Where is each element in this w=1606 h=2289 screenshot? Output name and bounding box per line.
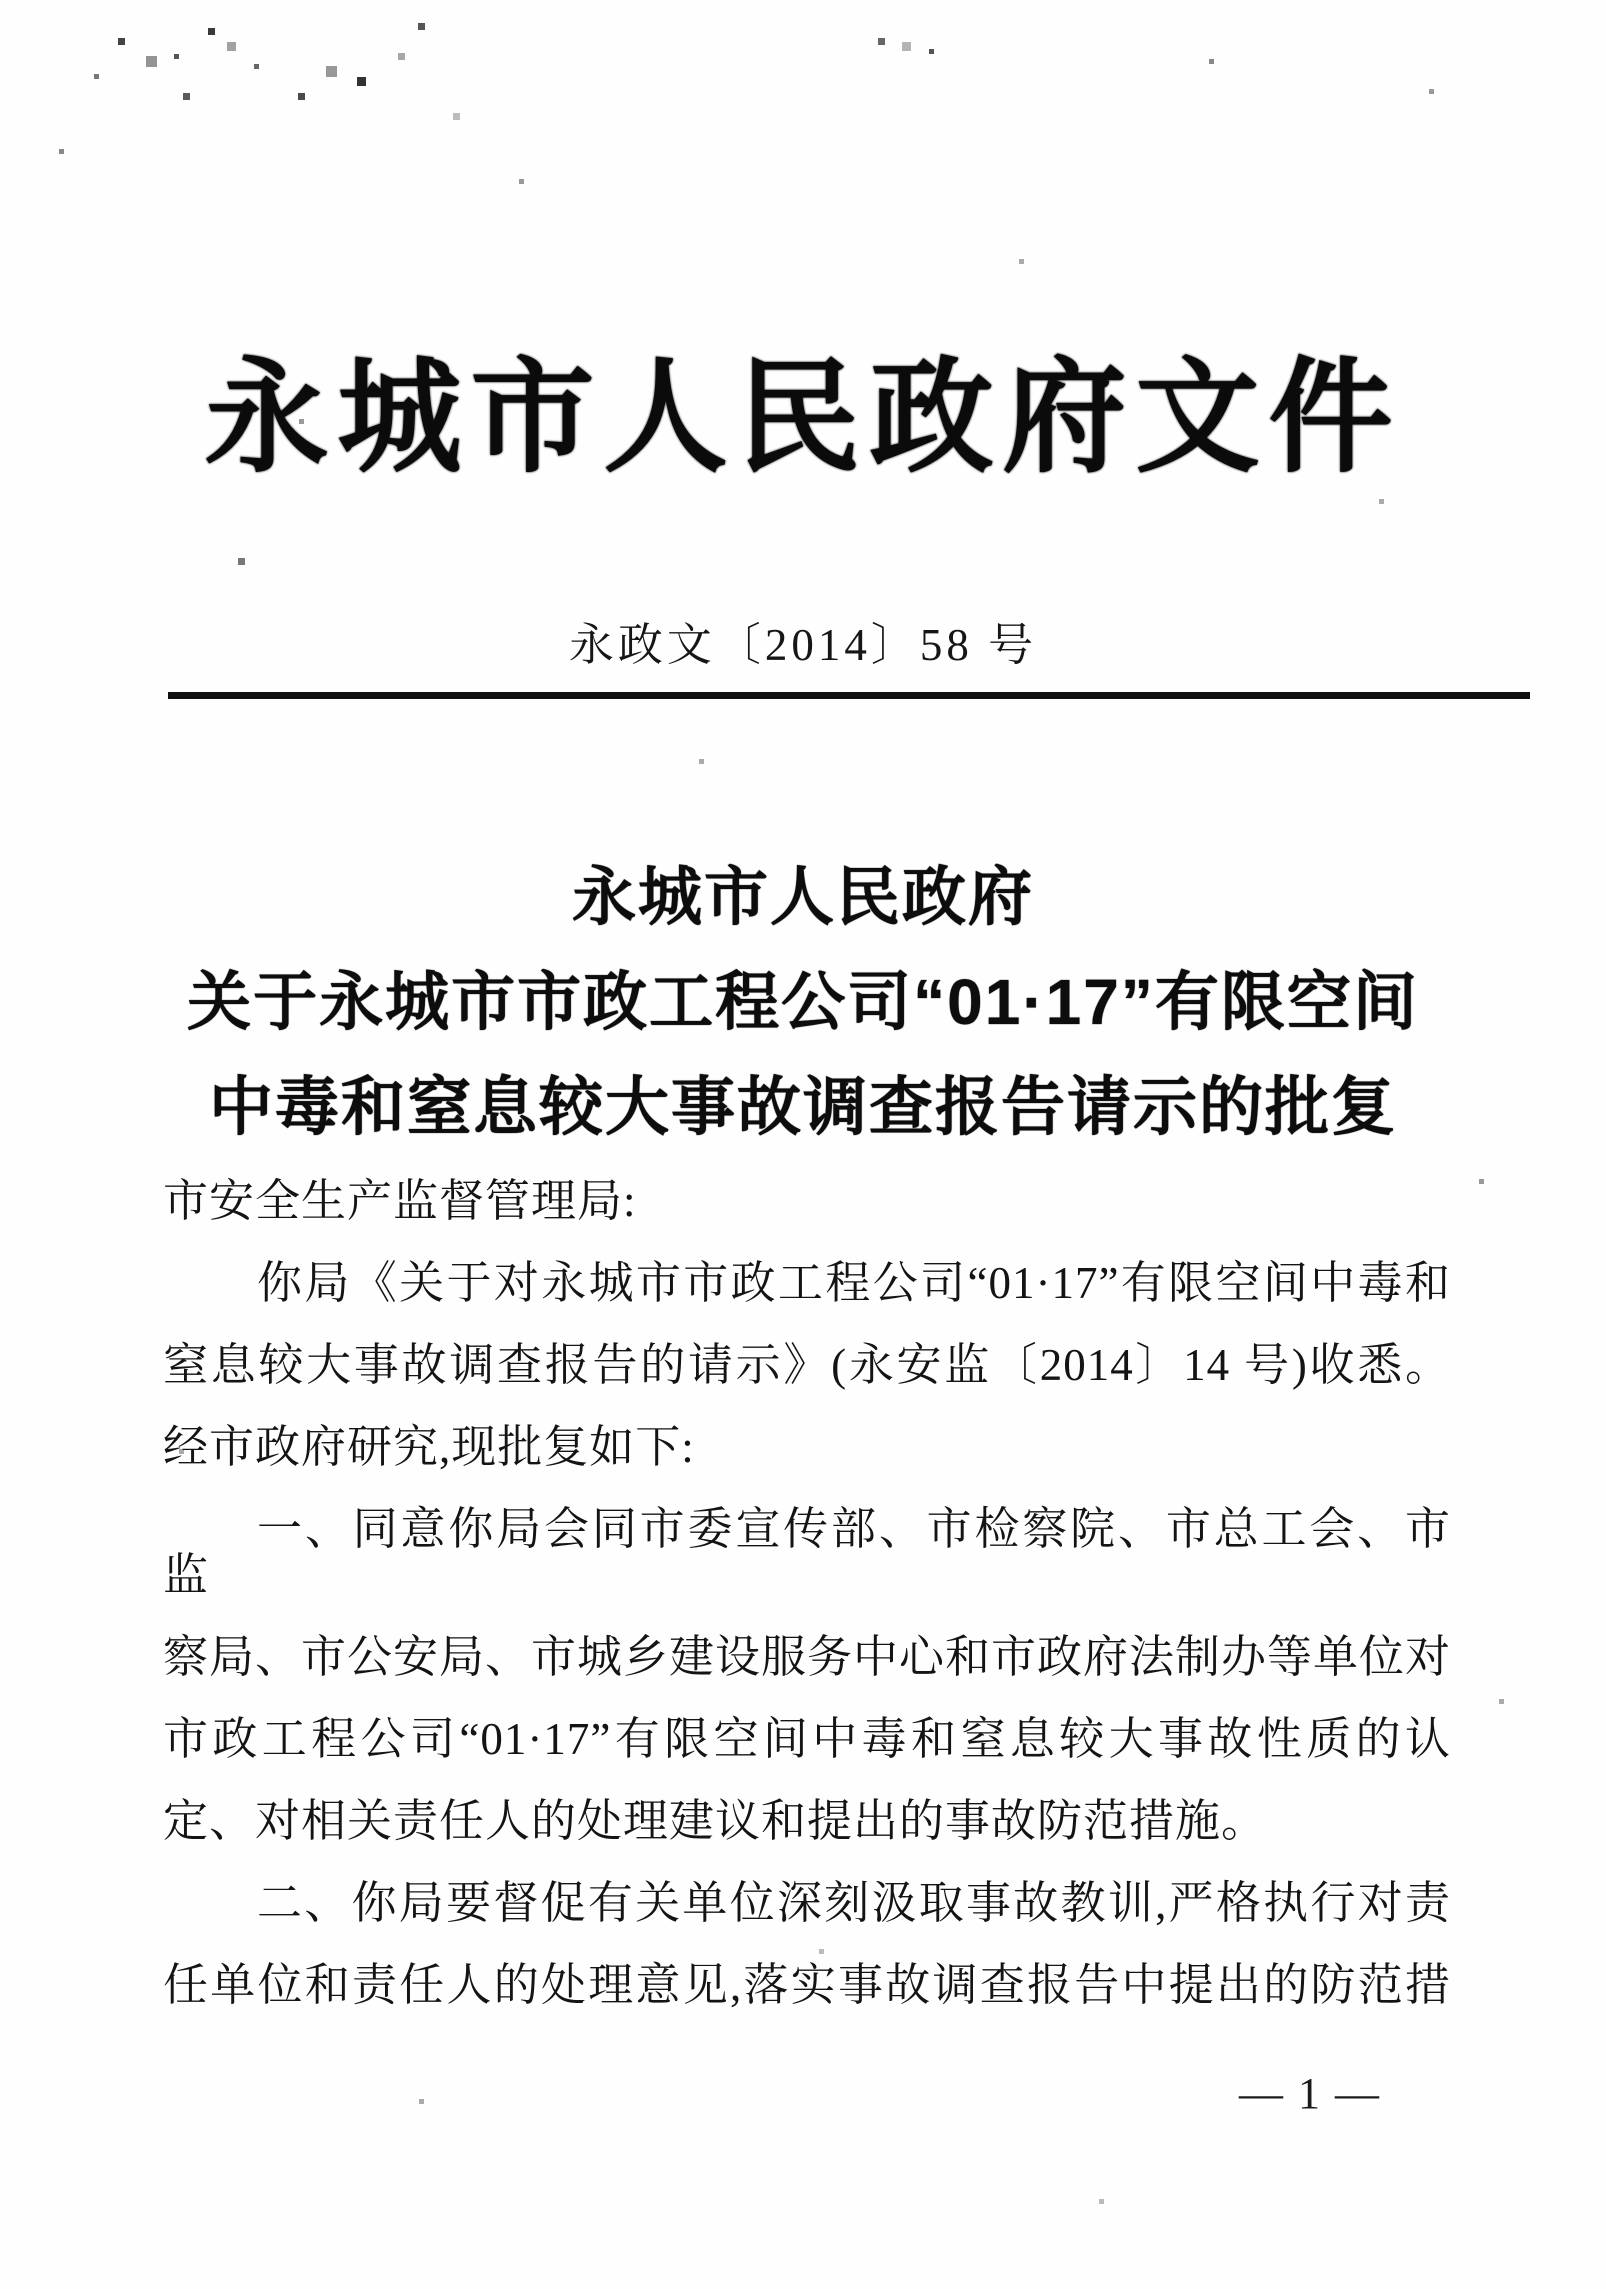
document-title [0, 845, 1606, 1160]
document-title-line-3: 中毒和窒息较大事故调查报告请示的批复 [209, 1071, 1397, 1143]
body-line: 察局、市公安局、市城乡建设服务中心和市政府法制办等单位对 [163, 1632, 1452, 1682]
body-line: 市政工程公司“01·17”有限空间中毒和窒息较大事故性质的认 [163, 1714, 1451, 1764]
body-line: 窒息较大事故调查报告的请示》(永安监〔2014〕14 号)收悉。 [163, 1340, 1451, 1390]
body-line: 一、同意你局会同市委宣传部、市检察院、市总工会、市监 [163, 1504, 1451, 1600]
document-title-line-2: 关于永城市市政工程公司“01·17”有限空间 [187, 966, 1419, 1038]
page-number: — 1 — [1239, 2069, 1381, 2118]
document-title-line-1: 永城市人民政府 [572, 861, 1034, 933]
scan-noise [0, 0, 3, 3]
body-line: 二、你局要督促有关单位深刻汲取事故教训,严格执行对责 [257, 1878, 1451, 1928]
letterhead-divider-rule [168, 692, 1530, 699]
body-line: 经市政府研究,现批复如下: [163, 1422, 695, 1472]
body-line: 定、对相关责任人的处理建议和提出的事故防范措施。 [163, 1796, 1268, 1846]
scan-noise [0, 0, 3, 3]
body-line: 任单位和责任人的处理意见,落实事故调查报告中提出的防范措 [163, 1960, 1451, 2010]
body-line: 你局《关于对永城市市政工程公司“01·17”有限空间中毒和 [257, 1258, 1451, 1308]
letterhead-title: 永城市人民政府文件 [204, 349, 1402, 487]
salutation: 市安全生产监督管理局: [163, 1176, 637, 1226]
document-number: 永政文〔2014〕58 号 [568, 620, 1038, 670]
document-body [163, 1178, 1451, 2044]
